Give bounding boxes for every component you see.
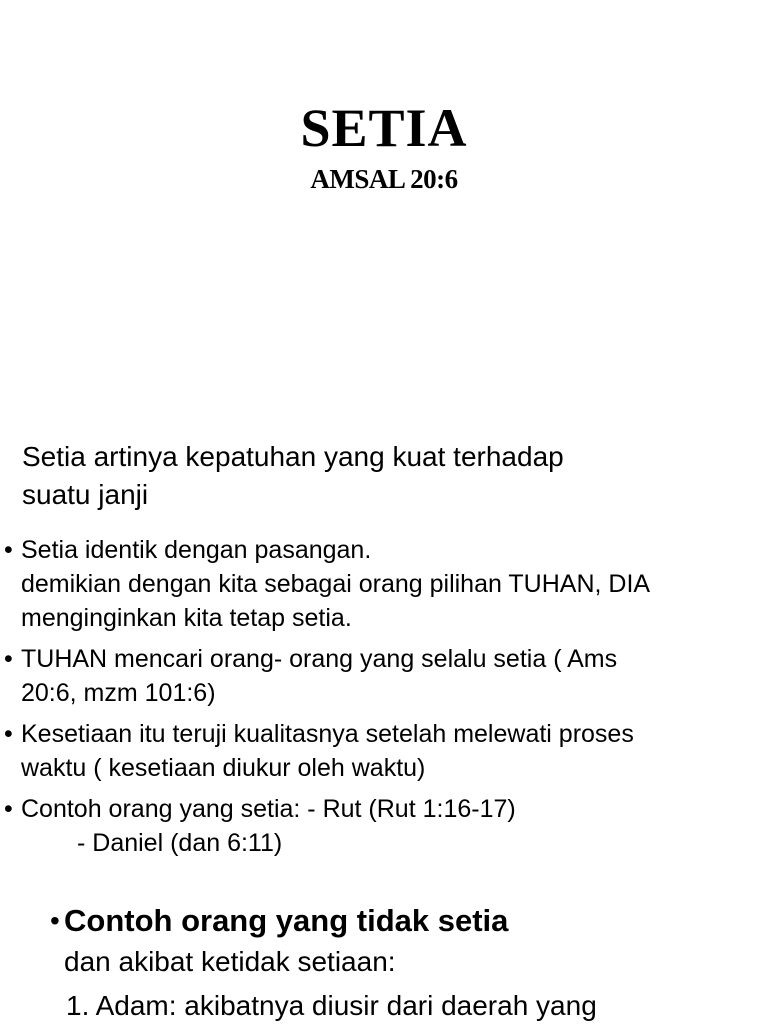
slide-title: SETIA <box>300 98 468 158</box>
bullet-marker: • <box>4 645 13 673</box>
bullet-line: 20:6, mzm 101:6) <box>21 679 216 707</box>
bullet-marker: • <box>4 720 13 748</box>
unfaithful-section <box>50 900 760 1026</box>
bullet-item <box>4 642 764 710</box>
bullet-line: Contoh orang yang setia: - Rut (Rut 1:16-17) <box>21 795 516 823</box>
unfaithful-subheading: dan akibat ketidak setiaan: <box>64 946 396 977</box>
bullet-line: demikian dengan kita sebagai orang pilihan TUHAN, DIA <box>21 570 651 598</box>
slide-subtitle: AMSAL 20:6 <box>310 164 458 194</box>
bullet-line: TUHAN mencari orang- orang yang selalu setia ( Ams <box>21 645 618 673</box>
definition-line: Setia artinya kepatuhan yang kuat terhadap <box>22 441 564 472</box>
unfaithful-heading-row <box>50 900 760 942</box>
bullet-marker: • <box>50 905 60 936</box>
bullet-item <box>4 792 764 860</box>
bullet-line: - Daniel (dan 6:11) <box>77 829 283 857</box>
unfaithful-heading: Contoh orang yang tidak setia <box>64 903 509 938</box>
bullet-line: Setia identik dengan pasangan. <box>21 536 372 564</box>
bullet-line: waktu ( kesetiaan diukur oleh waktu) <box>21 754 426 782</box>
bullet-marker: • <box>4 536 13 564</box>
bullet-line: Kesetiaan itu teruji kualitasnya setelah melewati proses <box>21 720 634 748</box>
bullet-marker: • <box>4 795 13 823</box>
bullet-item <box>4 533 764 635</box>
bullet-item <box>4 717 764 785</box>
definition-line: suatu janji <box>22 479 149 510</box>
bullet-list <box>4 533 764 867</box>
unfaithful-item: 1. Adam: akibatnya diusir dari daerah yang <box>66 990 597 1021</box>
bullet-line: menginginkan kita tetap setia. <box>21 604 352 632</box>
definition-paragraph <box>22 438 742 514</box>
